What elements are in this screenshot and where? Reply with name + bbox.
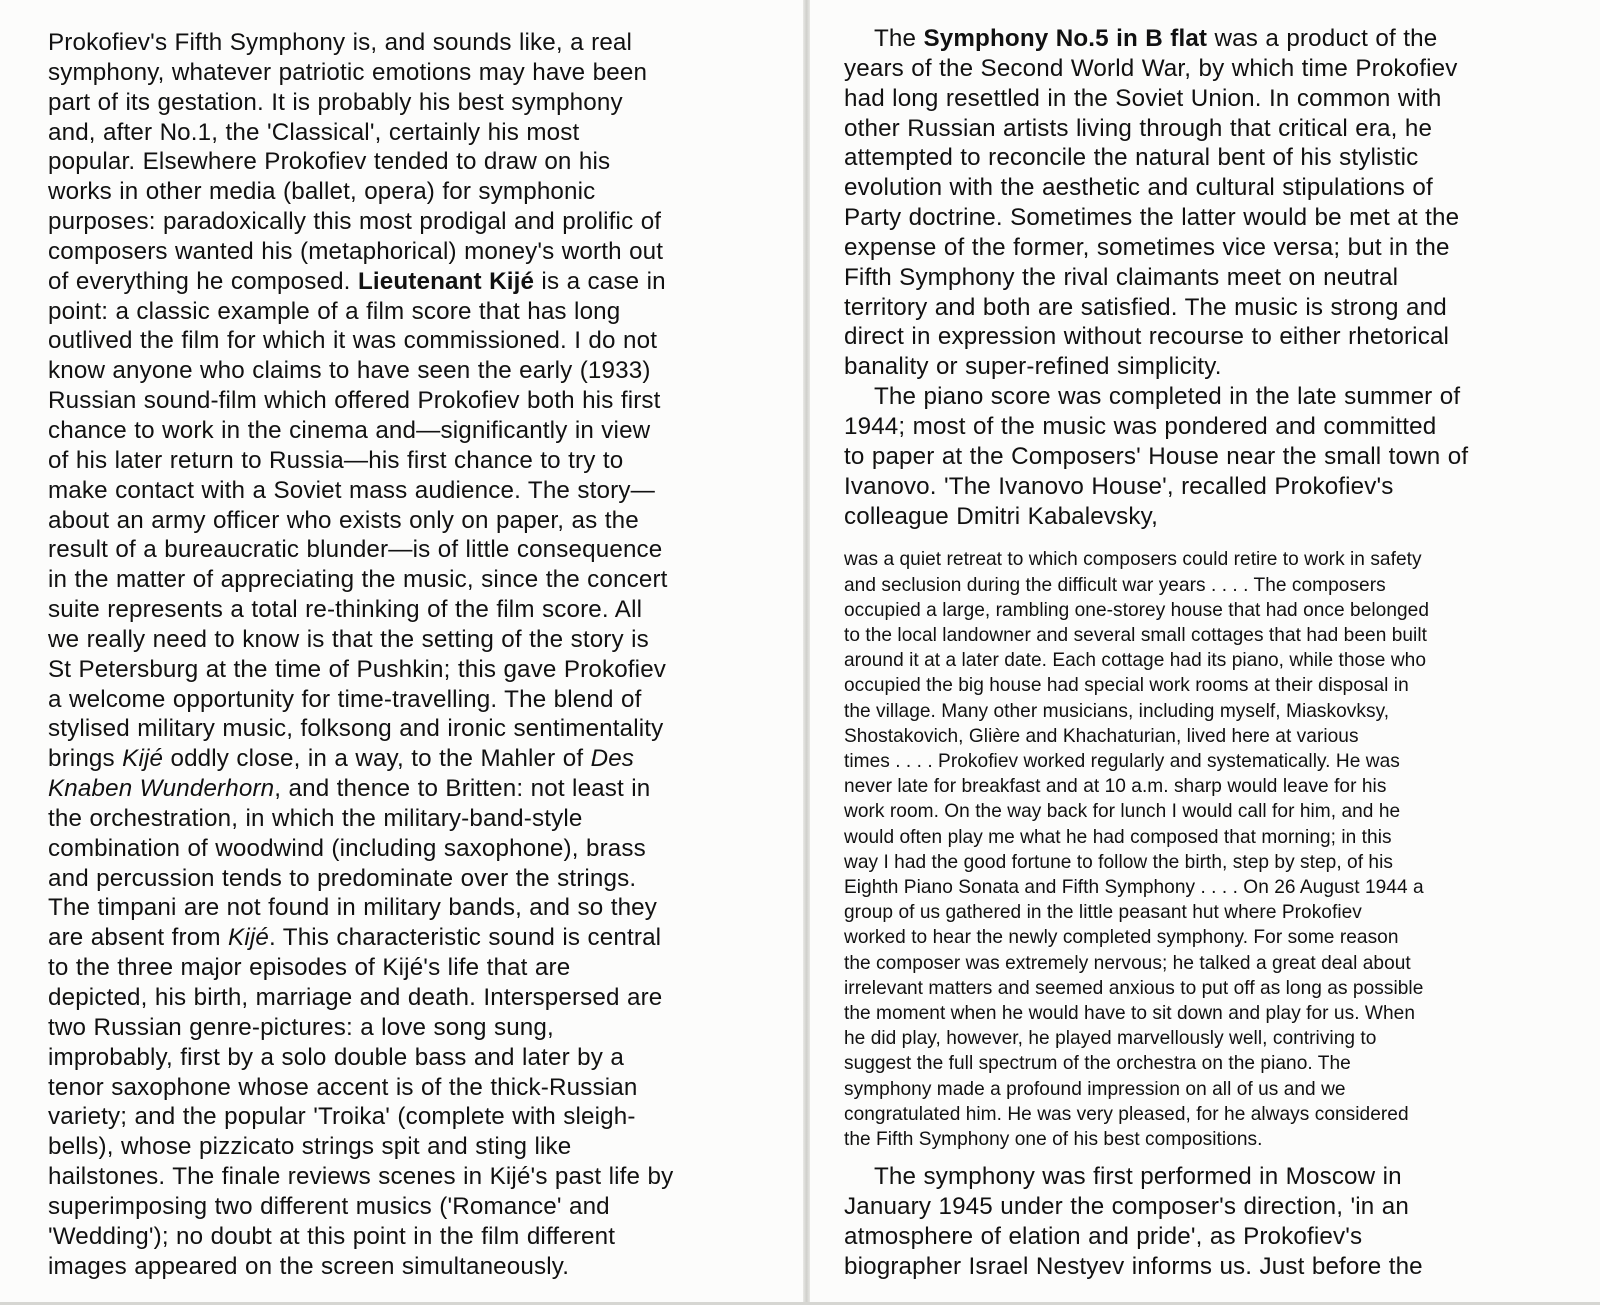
quote-line: congratulated him. He was very pleased, for he always considered xyxy=(844,1103,1409,1125)
text-line: evolution with the aesthetic and cultural stipulations of xyxy=(844,174,1433,202)
text-line: territory and both are satisfied. The music is strong and xyxy=(844,293,1447,321)
text-line: expense of the former, sometimes vice versa; but in the xyxy=(844,233,1450,261)
italic-kije: Kijé xyxy=(122,745,164,773)
quote-line: Shostakovich, Glière and Khachaturian, lived here at various xyxy=(844,725,1359,747)
work-title-lieutenant-kije: Lieutenant Kijé xyxy=(357,267,535,295)
quote-line: the village. Many other musicians, including myself, Miaskovksy, xyxy=(844,700,1390,722)
quote-line: suggest the full spectrum of the orchestra on the piano. The xyxy=(844,1053,1351,1075)
text-line: two Russian genre-pictures: a love song sung, xyxy=(48,1013,554,1041)
text-line: and percussion tends to predominate over the strings. xyxy=(48,864,637,892)
text-line: composers wanted his (metaphorical) money's worth out xyxy=(48,237,664,265)
quote-line: he did play, however, he played marvellously well, contriving to xyxy=(844,1028,1377,1050)
text-line xyxy=(48,774,765,804)
text-run: , and thence to Britten: not least in xyxy=(274,775,651,803)
text-line xyxy=(48,744,765,774)
text-line: 1944; most of the music was pondered and committed xyxy=(844,412,1437,440)
quote-line: times . . . . Prokofiev worked regularly and systematically. He was xyxy=(844,750,1400,772)
quote-line: group of us gathered in the little peasant hut where Prokofiev xyxy=(844,902,1362,924)
quote-line: the Fifth Symphony one of his best compositions. xyxy=(844,1129,1263,1151)
right-paragraph-1 xyxy=(844,24,1580,382)
text-line: January 1945 under the composer's direction, 'in an xyxy=(844,1193,1409,1221)
text-line xyxy=(844,24,1580,54)
text-line: images appeared on the screen simultaneously. xyxy=(48,1252,570,1280)
text-line: banality or super-refined simplicity. xyxy=(844,353,1222,381)
text-line: improbably, first by a solo double bass and later by a xyxy=(48,1043,624,1071)
quote-line: around it at a later date. Each cottage had its piano, while those who xyxy=(844,650,1426,672)
quote-line: was a quiet retreat to which composers could retire to work in safety xyxy=(844,549,1422,571)
quote-line: and seclusion during the difficult war years . . . . The composers xyxy=(844,574,1386,596)
quote-line: never late for breakfast and at 10 a.m. sharp would leave for his xyxy=(844,776,1387,798)
quote-line: the moment when he would have to sit down and play for us. When xyxy=(844,1003,1415,1024)
text-line: had long resettled in the Soviet Union. In common with xyxy=(844,84,1442,112)
quote-line: occupied the big house had special work rooms at their disposal in xyxy=(844,675,1409,697)
text-line: bells), whose pizzicato strings spit and sting like xyxy=(48,1133,572,1161)
text-line: direct in expression without recourse to either rhetorical xyxy=(844,323,1450,351)
kabalevsky-quotation xyxy=(844,547,1580,1152)
text-run: brings xyxy=(48,745,115,773)
text-line: works in other media (ballet, opera) for symphonic xyxy=(48,178,596,206)
italic-des: Des xyxy=(590,745,635,773)
text-line: St Petersburg at the time of Pushkin; this gave Prokofiev xyxy=(48,655,667,683)
quote-line: Eighth Piano Sonata and Fifth Symphony . . . . On 26 August 1944 a xyxy=(844,876,1424,898)
text-line: make contact with a Soviet mass audience. The story— xyxy=(48,476,655,504)
text-line: other Russian artists living through that critical era, he xyxy=(844,114,1433,142)
left-page-text xyxy=(48,28,765,1281)
text-line: The timpani are not found in military bands, and so they xyxy=(48,894,658,922)
text-run: of everything he composed. xyxy=(48,267,351,295)
text-line: purposes: paradoxically this most prodigal and prolific of xyxy=(48,208,662,236)
text-line: and, after No.1, the 'Classical', certainly his most xyxy=(48,118,580,146)
text-line: chance to work in the cinema and—significantly in view xyxy=(48,416,651,444)
text-line: superimposing two different musics ('Romance' and xyxy=(48,1192,610,1220)
text-line: in the matter of appreciating the music, since the concert xyxy=(48,566,668,594)
quote-line: irrelevant matters and seemed anxious to put off as long as possible xyxy=(844,977,1424,999)
text-line: 'Wedding'); no doubt at this point in the film different xyxy=(48,1222,616,1250)
text-line: depicted, his birth, marriage and death. Interspersed are xyxy=(48,984,663,1011)
text-line: Russian sound-film which offered Prokofiev both his first xyxy=(48,387,661,415)
text-line xyxy=(48,923,765,953)
text-line: to the three major episodes of Kijé's life that are xyxy=(48,954,571,982)
text-line: combination of woodwind (including saxophone), brass xyxy=(48,834,646,862)
text-run: The xyxy=(874,25,924,52)
quote-line: would often play me what he had composed that morning; in this xyxy=(844,826,1392,848)
text-line: suite represents a total re-thinking of the film score. All xyxy=(48,596,643,624)
text-run: are absent from xyxy=(48,924,221,952)
text-line: hailstones. The finale reviews scenes in Kijé's past life by xyxy=(48,1163,674,1191)
quote-line: worked to hear the newly completed symphony. For some reason xyxy=(844,927,1399,949)
quote-line: the composer was extremely nervous; he talked a great deal about xyxy=(844,952,1411,974)
text-line: part of its gestation. It is probably his best symphony xyxy=(48,88,623,116)
text-line: Party doctrine. Sometimes the latter would be met at the xyxy=(844,204,1460,232)
spacer xyxy=(844,531,1580,547)
italic-kije-2: Kijé xyxy=(228,924,269,952)
text-line: Ivanovo. 'The Ivanovo House', recalled Prokofiev's xyxy=(844,472,1394,500)
text-line: point: a classic example of a film score that has long xyxy=(48,297,621,325)
text-line: outlived the film for which it was commissioned. I do not xyxy=(48,327,658,355)
right-paragraph-3 xyxy=(844,1162,1580,1281)
text-line: popular. Elsewhere Prokofiev tended to draw on his xyxy=(48,148,611,176)
text-line: Fifth Symphony the rival claimants meet on neutral xyxy=(844,263,1399,291)
right-paragraph-2 xyxy=(844,382,1580,531)
text-line: result of a bureaucratic blunder—is of little consequence xyxy=(48,536,663,564)
quote-line: to the local landowner and several small cottages that had been built xyxy=(844,624,1427,646)
text-line: tenor saxophone whose accent is of the thick-Russian xyxy=(48,1073,638,1101)
italic-knaben-wunderhorn: Knaben Wunderhorn xyxy=(48,775,275,803)
text-line: atmosphere of elation and pride', as Prokofiev's xyxy=(844,1222,1363,1250)
quote-line: way I had the good fortune to follow the birth, step by step, of his xyxy=(844,851,1393,873)
text-line: biographer Israel Nestyev informs us. Just before the xyxy=(844,1252,1423,1280)
quote-line: occupied a large, rambling one-storey house that had once belonged xyxy=(844,599,1429,621)
work-title-symphony-5: Symphony No.5 in B flat xyxy=(923,25,1208,52)
text-run: was a product of the xyxy=(1207,25,1438,52)
text-line: about an army officer who exists only on paper, as the xyxy=(48,506,639,534)
text-line: know anyone who claims to have seen the early (1933) xyxy=(48,357,651,385)
text-run: is a case in xyxy=(534,267,666,295)
text-line: Prokofiev's Fifth Symphony is, and sounds like, a real xyxy=(48,29,633,56)
text-line: years of the Second World War, by which time Prokofiev xyxy=(844,54,1458,82)
text-line: variety; and the popular 'Troika' (complete with sleigh- xyxy=(48,1103,636,1131)
text-run: oddly close, in a way, to the Mahler of xyxy=(170,745,584,773)
text-line: The symphony was first performed in Moscow in xyxy=(874,1163,1402,1191)
text-line: colleague Dmitri Kabalevsky, xyxy=(844,502,1158,530)
text-line: The piano score was completed in the late summer of xyxy=(874,383,1461,411)
text-line: attempted to reconcile the natural bent of his stylistic xyxy=(844,144,1419,172)
text-line: symphony, whatever patriotic emotions may have been xyxy=(48,58,648,86)
text-line: stylised military music, folksong and ironic sentimentality xyxy=(48,715,664,743)
text-line: we really need to know is that the setting of the story is xyxy=(48,625,649,653)
right-page xyxy=(810,0,1600,1305)
text-line: the orchestration, in which the military-band-style xyxy=(48,804,583,832)
spacer xyxy=(844,1152,1580,1162)
text-line: to paper at the Composers' House near the small town of xyxy=(844,442,1469,470)
quote-line: symphony made a profound impression on all of us and we xyxy=(844,1078,1346,1100)
quote-line: work room. On the way back for lunch I would call for him, and he xyxy=(844,801,1401,823)
text-run: . This characteristic sound is central xyxy=(268,924,662,952)
text-line: a welcome opportunity for time-travelling. The blend of xyxy=(48,685,642,713)
text-line xyxy=(48,267,765,297)
text-line: of his later return to Russia—his first chance to try to xyxy=(48,446,624,474)
